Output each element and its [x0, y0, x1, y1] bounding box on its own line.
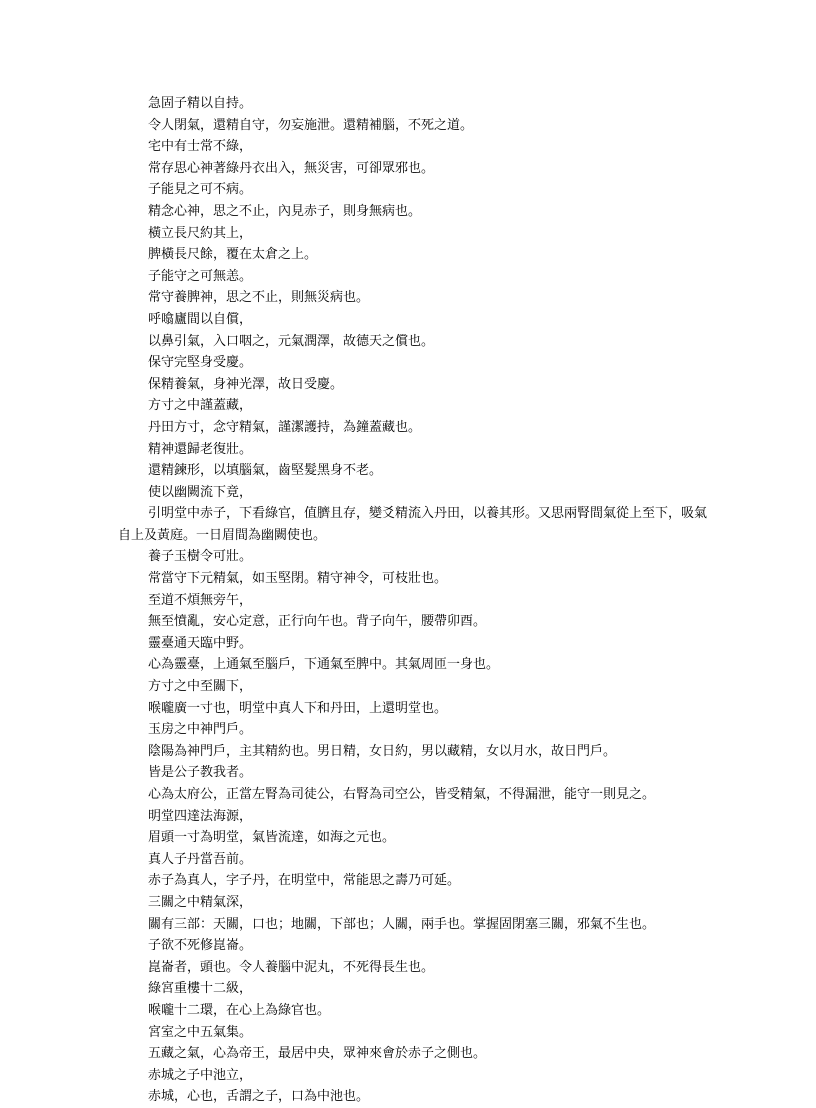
paragraph: 宮室之中五氣集。 [148, 1024, 253, 1040]
paragraph: 子能守之可無恙。 [148, 268, 253, 284]
paragraph: 喉嚨廣一寸也，明堂中真人下和丹田，上還明堂也。 [148, 700, 448, 716]
paragraph: 精神還歸老復壯。 [148, 441, 253, 457]
paragraph: 靈臺通天臨中野。 [148, 635, 253, 651]
paragraph: 還精鍊形，以填腦氣，齒堅髮黑身不老。 [148, 463, 383, 479]
paragraph: 引明堂中赤子，下看綠官，值臍且存，變爻精流入丹田，以養其形。又思兩腎間氣從上至下，吸氣自上及黃庭。一日眉間為幽闕使也。 [118, 506, 708, 543]
paragraph: 五藏之氣，心為帝王，最居中央，眾神來會於赤子之側也。 [148, 1046, 487, 1062]
paragraph: 心為靈臺，上通氣至腦戶，下通氣至脾中。其氣周匝一身也。 [148, 657, 500, 673]
paragraph: 保守完堅身受慶。 [148, 355, 253, 371]
paragraph: 心為太府公，正當左腎為司徒公，右腎為司空公，皆受精氣，不得漏泄，能守一則見之。 [148, 787, 656, 802]
paragraph: 明堂四達法海源， [148, 808, 253, 824]
paragraph: 至道不煩無旁午， [148, 592, 253, 608]
paragraph: 令人閉氣，還精自守，勿妄施泄。還精補腦，不死之道。 [148, 117, 474, 133]
paragraph: 方寸之中謹蓋藏， [148, 398, 253, 414]
paragraph: 使以幽闕流下竟， [148, 484, 253, 500]
paragraph: 方寸之中至關下， [148, 679, 253, 695]
paragraph: 保精養氣，身神光澤，故日受慶。 [148, 376, 344, 392]
paragraph: 綠宮重樓十二級， [148, 981, 253, 997]
paragraph: 宅中有士常不綠， [148, 139, 253, 155]
paragraph: 呼噏廬間以自償， [148, 311, 253, 327]
paragraph: 橫立長尺約其上， [148, 225, 253, 241]
paragraph: 常存思心神著綠丹衣出入，無災害，可卻眾邪也。 [148, 160, 435, 176]
paragraph: 赤城之子中池立， [148, 1067, 253, 1083]
paragraph: 子欲不死修崑崙。 [148, 938, 253, 954]
paragraph: 眉頭一寸為明堂，氣皆流達，如海之元也。 [148, 830, 396, 846]
paragraph: 三關之中精氣深， [148, 894, 253, 910]
paragraph: 玉房之中神門戶。 [148, 722, 253, 738]
paragraph: 赤子為真人，字子丹，在明堂中，常能思之壽乃可延。 [148, 873, 461, 889]
paragraph: 真人子丹當吾前。 [148, 851, 253, 867]
paragraph: 常當守下元精氣，如玉堅閉。精守神令，可枝壯也。 [148, 571, 448, 587]
paragraph: 脾橫長尺餘，覆在太倉之上。 [148, 247, 318, 263]
paragraph: 以鼻引氣，入口咽之，元氣潤澤，故德天之償也。 [148, 333, 435, 349]
paragraph: 喉嚨十二環，在心上為綠官也。 [148, 1002, 331, 1018]
paragraph: 陰陽為神門戶，主其精約也。男日精，女日約，男以藏精，女以月水，故日門戶。 [148, 743, 617, 759]
paragraph: 急固子精以自持。 [148, 96, 253, 111]
body-text [118, 93, 708, 1108]
paragraph: 丹田方寸，念守精氣，謹潔護持，為鐘蓋藏也。 [148, 419, 422, 435]
paragraph: 精念心神，思之不止，內見赤子，則身無病也。 [148, 203, 422, 219]
paragraph: 養子玉樹令可壯。 [148, 549, 253, 565]
paragraph: 崑崙者，頭也。令人養腦中泥丸，不死得長生也。 [148, 959, 435, 975]
paragraph: 常守養脾神，思之不止，則無災病也。 [148, 290, 370, 306]
paragraph: 無至憤亂，安心定意，正行向午也。背子向午，腰帶卯酉。 [148, 614, 487, 630]
paragraph: 赤城，心也，舌謂之子，口為中池也。 [148, 1089, 370, 1105]
paragraph: 關有三部：天關，口也；地關，下部也；人關，兩手也。掌握固閉塞三關，邪氣不生也。 [148, 916, 656, 932]
paragraph: 皆是公子教我者。 [148, 765, 253, 781]
paragraph: 子能見之可不病。 [148, 182, 253, 198]
